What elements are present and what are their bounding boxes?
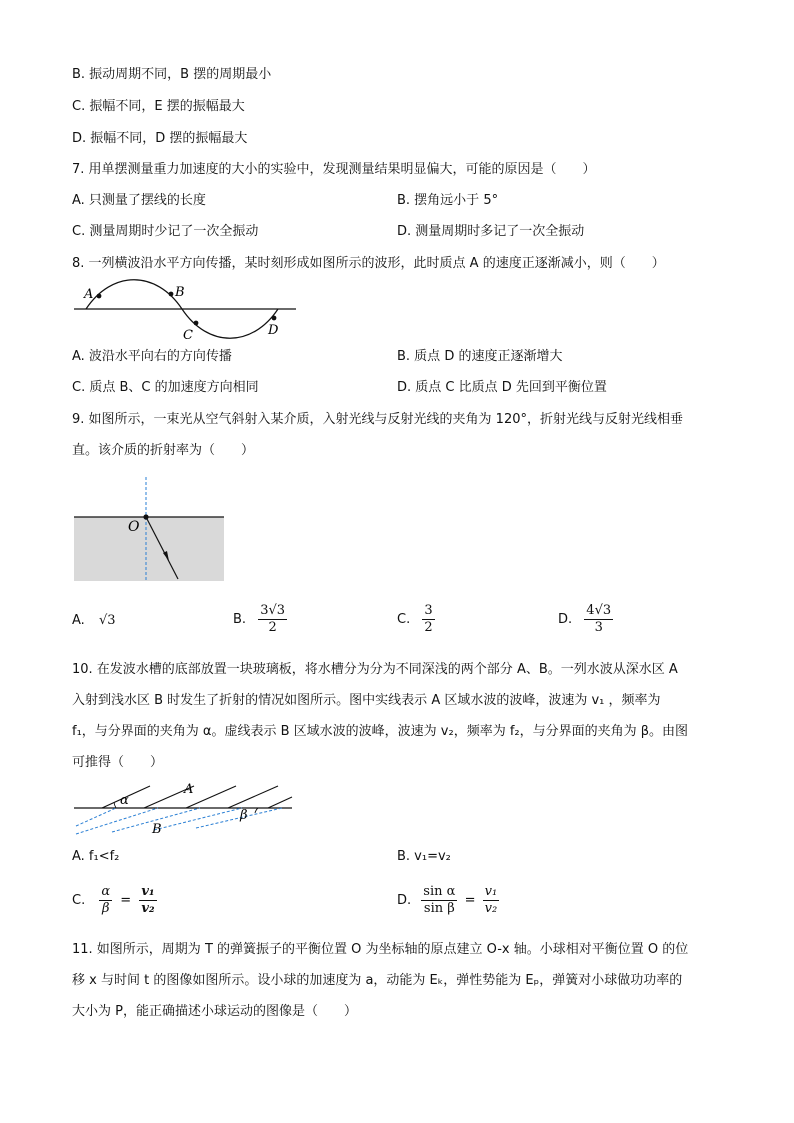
q10-label-alpha: α xyxy=(120,793,129,808)
q8-label-d: D xyxy=(268,323,279,338)
q9-label-o: O xyxy=(128,519,140,535)
q8-point-d xyxy=(272,316,277,321)
q10-label-beta: β xyxy=(240,808,248,823)
q10-option-c: C. $\frac{\alpha}{\beta}$ = $\frac{\text{v₁}}{\text{v₂}}$ xyxy=(72,884,155,916)
q8-option-a: A. 波沿水平向右的方向传播 xyxy=(72,349,232,364)
q7-option-a: A. 只测量了摆线的长度 xyxy=(72,193,206,208)
q8-label-b: B xyxy=(175,285,185,300)
q7-option-c: C. 测量周期时少记了一次全振动 xyxy=(72,224,259,239)
q8-option-b: B. 质点 D 的速度正逐渐增大 xyxy=(397,349,563,364)
q7-stem: 7. 用单摆测量重力加速度的大小的实验中，发现测量结果明显偏大，可能的原因是（ ） xyxy=(72,162,596,177)
q11-stem-line2: 移 x 与时间 t 的图像如图所示。设小球的加速度为 a，动能为 Eₖ，弹性势能为 Eₚ，弹簧对小球做功功率的 xyxy=(72,973,683,988)
q10-option-d: D. $\frac{\text{sin α}}{\text{sin β}}$ = $\frac{\text{v₁}}{\text{v₂}}$ xyxy=(397,884,498,916)
q9-medium xyxy=(74,517,224,581)
q10-stem-line1: 10. 在发波水槽的底部放置一块玻璃板，将水槽分为分为不同深浅的两个部分 A、B。一列水波从深水区 A xyxy=(72,662,678,677)
q10-option-b: B. v₁=v₂ xyxy=(397,849,451,864)
q8-point-a xyxy=(97,294,102,299)
q9-refraction-figure xyxy=(72,475,228,585)
q9-stem-line2: 直。该介质的折射率为（ ） xyxy=(72,443,255,458)
q10-option-a: A. f₁<f₂ xyxy=(72,849,120,864)
q6-option-c: C. 振幅不同，E 摆的振幅最大 xyxy=(72,99,245,114)
q8-stem: 8. 一列横波沿水平方向传播，某时刻形成如图所示的波形，此时质点 A 的速度正逐渐减小，则（ ） xyxy=(72,256,665,271)
q9-option-c: C. $\frac{3}{2}$ xyxy=(397,603,433,635)
q10-label-a: A xyxy=(184,782,194,797)
q9-option-b: B. $\frac{3√3}{2}$ xyxy=(233,603,286,635)
q6-option-d: D. 振幅不同，D 摆的振幅最大 xyxy=(72,131,248,146)
q9-stem-line1: 9. 如图所示，一束光从空气斜射入某介质，入射光线与反射光线的夹角为 120°，折射光线与反射光线相垂 xyxy=(72,412,683,427)
q8-point-c xyxy=(194,321,199,326)
q8-label-c: C xyxy=(183,328,193,343)
q9-option-d: D. $\frac{4√3}{3}$ xyxy=(558,603,612,635)
q6-option-b: B. 振动周期不同，B 摆的周期最小 xyxy=(72,67,272,82)
q10-b-wavefronts xyxy=(76,808,282,834)
q8-option-d: D. 质点 C 比质点 D 先回到平衡位置 xyxy=(397,380,607,395)
q7-option-d: D. 测量周期时多记了一次全振动 xyxy=(397,224,585,239)
q7-option-b: B. 摆角远小于 5° xyxy=(397,193,499,208)
q8-wave-figure xyxy=(72,278,298,344)
q8-point-b xyxy=(169,292,174,297)
q11-stem-line3: 大小为 P，能正确描述小球运动的图像是（ ） xyxy=(72,1004,357,1019)
q10-stem-line4: 可推得（ ） xyxy=(72,755,164,770)
q11-stem-line1: 11. 如图所示，周期为 T 的弹簧振子的平衡位置 O 为坐标轴的原点建立 O-x 轴。小球相对平衡位置 O 的位 xyxy=(72,942,689,957)
q10-label-b: B xyxy=(152,822,162,837)
q10-stem-line3: f₁，与分界面的夹角为 α。虚线表示 B 区域水波的波峰，波速为 v₂，频率为 f₂，与分界面的夹角为 β。由图 xyxy=(72,724,689,739)
q8-option-c: C. 质点 B、C 的加速度方向相同 xyxy=(72,380,259,395)
q9-point-o xyxy=(143,514,148,519)
q10-beta-arc xyxy=(255,808,258,813)
q8-label-a: A xyxy=(84,287,94,302)
q10-water-wave-figure xyxy=(72,780,294,837)
q10-alpha-arc xyxy=(114,802,116,808)
q9-option-a: A. √3 xyxy=(72,613,116,628)
q10-a-wavefronts xyxy=(102,786,292,808)
q10-stem-line2: 入射到浅水区 B 时发生了折射的情况如图所示。图中实线表示 A 区域水波的波峰，波速为 v₁ ，频率为 xyxy=(72,693,661,708)
